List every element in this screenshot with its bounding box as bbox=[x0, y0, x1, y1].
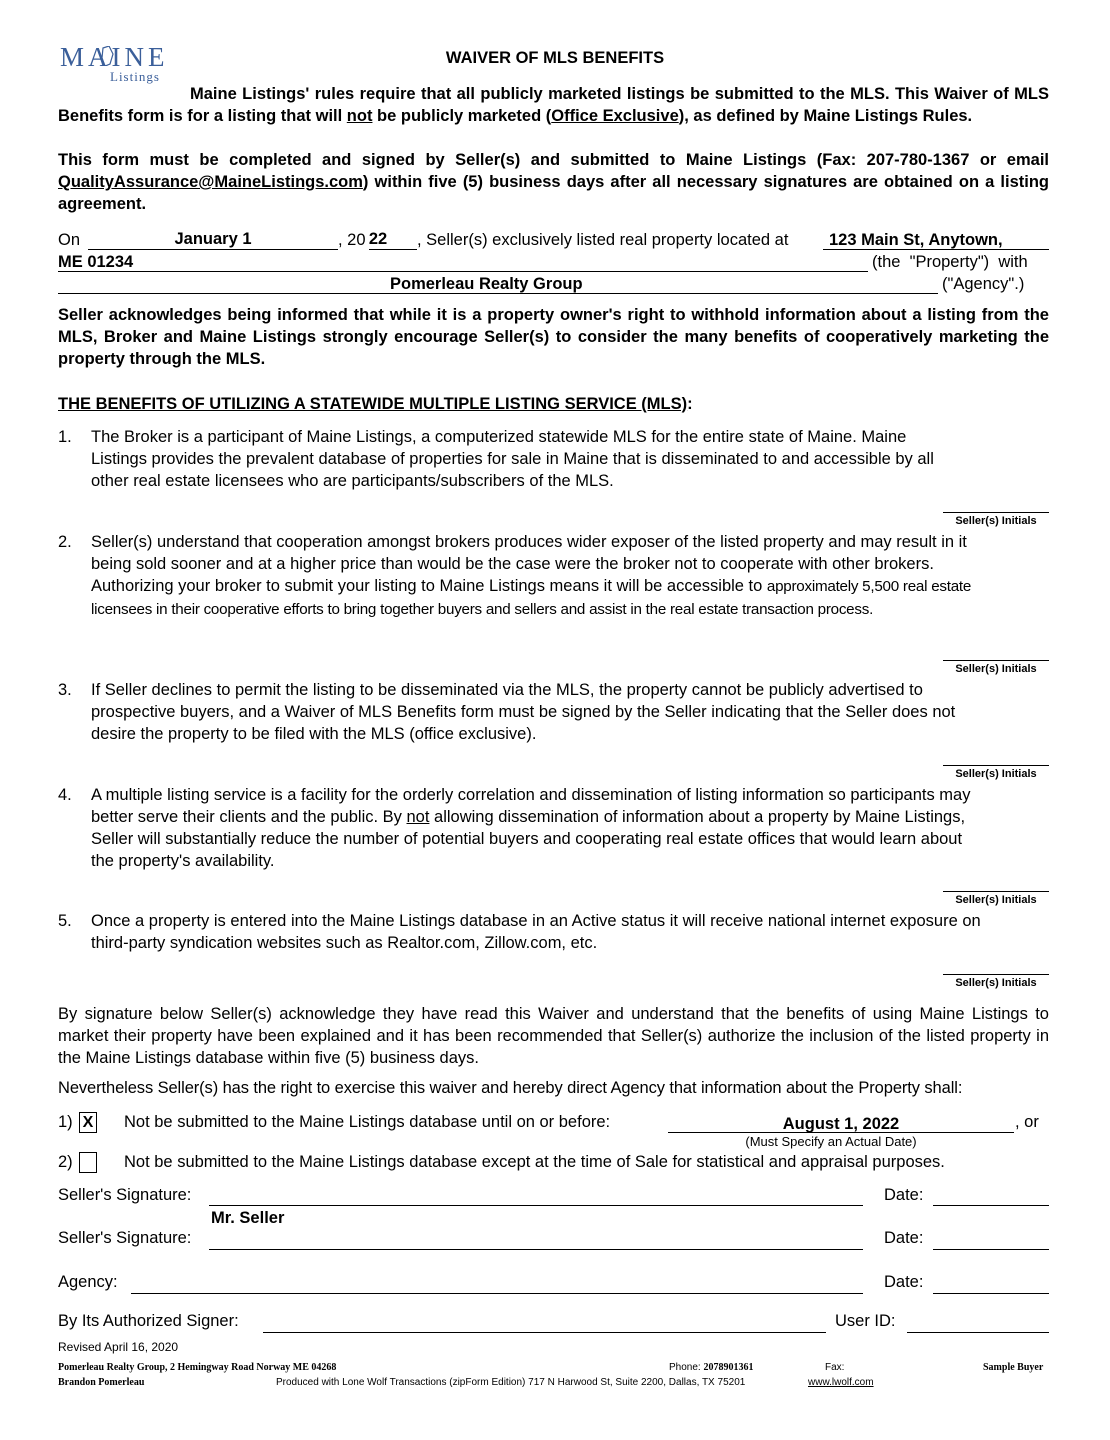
agency-signature-label: Agency: bbox=[58, 1273, 118, 1291]
footer-phone bbox=[669, 1362, 753, 1373]
user-id-label: User ID: bbox=[835, 1312, 896, 1330]
option-1-hint: (Must Specify an Actual Date) bbox=[745, 1134, 917, 1149]
benefit-number: 3. bbox=[58, 681, 72, 699]
benefit-number: 1. bbox=[58, 428, 72, 446]
option-1-text: Not be submitted to the Maine Listings database until on or before: bbox=[124, 1113, 611, 1131]
benefit-number: 2. bbox=[58, 533, 72, 551]
benefit-text-small: approximately 5,500 real estate licensees in their cooperative efforts to bring together buyers and sellers and assist in the real estate transaction process. bbox=[91, 578, 972, 618]
seller-initials-3[interactable]: Seller(s) Initials bbox=[943, 765, 1049, 780]
date-label-3: Date: bbox=[884, 1273, 924, 1291]
benefit-number: 4. bbox=[58, 786, 72, 804]
intro-text-c: ), as defined by Maine Listings Rules. bbox=[678, 107, 973, 125]
benefit-item-2 bbox=[58, 531, 1008, 621]
date-label-1: Date: bbox=[884, 1186, 924, 1204]
property-label: (the "Property") with bbox=[872, 253, 1028, 271]
on-label: On bbox=[58, 231, 81, 249]
date-line-2[interactable] bbox=[933, 1248, 1049, 1250]
year-prefix: , 20 bbox=[338, 231, 366, 249]
footer-phone-value: 2078901361 bbox=[703, 1362, 754, 1373]
acknowledge-paragraph: Seller acknowledges being informed that while it is a property owner's right to withhold information about a listing from the MLS, Broker and Maine Listings strongly encourage Seller(s) to consider the many benefits of cooperatively marketing the property through the MLS. bbox=[58, 306, 1049, 368]
agency-name: Pomerleau Realty Group bbox=[390, 275, 583, 293]
nevertheless-text: Nevertheless Seller(s) has the right to exercise this waiver and hereby direct Agency that information about the Property shall: bbox=[58, 1079, 963, 1097]
benefit-text: Once a property is entered into the Maine Listings database in an Active status it will receive national internet exposure on third-party syndication websites such as Realtor.com, Zillow.com, etc. bbox=[91, 912, 981, 952]
footer-agent: Brandon Pomerleau bbox=[58, 1377, 145, 1388]
option-2-number: 2) bbox=[58, 1153, 73, 1171]
footer-phone-label: Phone: bbox=[669, 1362, 701, 1373]
seller-initials-2[interactable]: Seller(s) Initials bbox=[943, 660, 1049, 675]
seller-signature-line-1[interactable] bbox=[209, 1204, 863, 1206]
agency-label: ("Agency".) bbox=[942, 275, 1025, 293]
intro-text-b: be publicly marketed ( bbox=[372, 107, 552, 125]
benefit-item-4 bbox=[58, 784, 973, 872]
option-1-date: August 1, 2022 bbox=[782, 1115, 900, 1133]
listing-date: January 1 bbox=[174, 230, 252, 248]
benefit-item-5 bbox=[58, 910, 983, 954]
intro-office-exclusive: Office Exclusive bbox=[551, 107, 679, 125]
seller-initials-1[interactable]: Seller(s) Initials bbox=[943, 512, 1049, 527]
benefit-text: The Broker is a participant of Maine Listings, a computerized statewide MLS for the entire state of Maine. Maine Listings provides the prevalent database of properties for sale in Maine that is disseminated to and accessible by all other real estate licensees who are participants/subscribers of the MLS. bbox=[91, 428, 934, 490]
intro-paragraph bbox=[58, 83, 1049, 127]
footer-doc-name: Sample Buyer bbox=[983, 1362, 1044, 1373]
benefit-text-main: Seller(s) understand that cooperation amongst brokers produces wider exposer of the listed property and may result in it being sold sooner and at a higher price than would be the case were the broker not to cooperate with other brokers. Authorizing your broker to submit your listing to Maine Listings means it will be accessible to bbox=[91, 533, 967, 595]
submit-paragraph bbox=[58, 149, 1049, 215]
signature-ack-paragraph: By signature below Seller(s) acknowledge they have read this Waiver and understand that the benefits of using Maine Listings to market their property have been explained and it has been recommended that Seller(s) authorize the inclusion of the listed property in the Maine Listings database within five (5) business days. bbox=[58, 1005, 1049, 1067]
seller-initials-5[interactable]: Seller(s) Initials bbox=[943, 974, 1049, 989]
authorized-signer-label: By Its Authorized Signer: bbox=[58, 1312, 239, 1330]
option-2-text: Not be submitted to the Maine Listings database except at the time of Sale for statistical and appraisal purposes. bbox=[124, 1153, 945, 1171]
date-line-3[interactable] bbox=[933, 1292, 1049, 1294]
address-line1: 123 Main St, Anytown, bbox=[829, 231, 1003, 249]
option-1-suffix: , or bbox=[1015, 1113, 1039, 1131]
benefit-text bbox=[91, 531, 1008, 621]
listing-year: 22 bbox=[368, 230, 388, 248]
user-id-line[interactable] bbox=[907, 1331, 1049, 1333]
benefit-item-3 bbox=[58, 679, 1003, 745]
benefit-text: If Seller declines to permit the listing to be disseminated via the MLS, the property cannot be publicly advertised to prospective buyers, and a Waiver of MLS Benefits form must be signed by the Seller indicating that the Seller does not desire the property to be filed with the MLS (office exclusive). bbox=[91, 681, 956, 743]
seller-signature-label-1: Seller's Signature: bbox=[58, 1186, 192, 1204]
seller-signature-line-2[interactable] bbox=[209, 1248, 863, 1250]
date-label-2: Date: bbox=[884, 1229, 924, 1247]
seller-initials-4[interactable]: Seller(s) Initials bbox=[943, 891, 1049, 906]
address-line2: ME 01234 bbox=[58, 253, 134, 271]
intro-not: not bbox=[346, 107, 373, 125]
benefits-heading-text: THE BENEFITS OF UTILIZING A STATEWIDE MULTIPLE LISTING SERVICE (MLS) bbox=[58, 395, 688, 413]
benefit-text-a: A multiple listing service is a facility for the orderly correlation and dissemination of listing information so participants may better serve their clients and the public. By bbox=[91, 786, 971, 826]
benefit-text-b: allowing dissemination of information about a property by Maine Listings, Seller will substantially reduce the number of potential buyers and cooperating real estate offices that would learn about the property's availability. bbox=[91, 808, 966, 870]
submit-email: QualityAssurance@MaineListings.com bbox=[58, 173, 363, 191]
agency-signature-line[interactable] bbox=[131, 1292, 863, 1294]
benefit-item-1 bbox=[58, 426, 958, 492]
benefits-heading-colon: : bbox=[687, 395, 693, 413]
option-1-checkbox[interactable]: X bbox=[79, 1112, 97, 1133]
footer-website[interactable]: www.lwolf.com bbox=[808, 1377, 874, 1388]
footer-produced: Produced with Lone Wolf Transactions (zipForm Edition) 717 N Harwood St, Suite 2200, Dallas, TX 75201 bbox=[276, 1377, 746, 1388]
benefits-heading bbox=[58, 393, 693, 415]
authorized-signer-line[interactable] bbox=[263, 1331, 826, 1333]
revised-date: Revised April 16, 2020 bbox=[58, 1340, 179, 1354]
intro-text-a: Maine Listings' rules require that all publicly marketed listings be submitted to the MLS. This Waiver of MLS Benefits form is for a listing that will bbox=[58, 85, 1049, 125]
benefit-not: not bbox=[406, 808, 430, 826]
address-line2-line bbox=[58, 251, 868, 272]
footer-company: Pomerleau Realty Group, 2 Hemingway Road Norway ME 04268 bbox=[58, 1362, 337, 1373]
logo-word: MAINE bbox=[60, 42, 169, 72]
logo-sub: Listings bbox=[110, 69, 160, 84]
option-2-checkbox[interactable] bbox=[79, 1152, 97, 1173]
footer-fax: Fax: bbox=[825, 1362, 845, 1373]
page-title: WAIVER OF MLS BENEFITS bbox=[445, 49, 665, 67]
submit-text-a: This form must be completed and signed by Seller(s) and submitted to Maine Listings (Fax: 207-780-1367 or email bbox=[58, 151, 1049, 169]
submit-text-b: ) within five (5) business days after all necessary signatures are obtained on a listing agreement. bbox=[58, 173, 1049, 213]
benefit-number: 5. bbox=[58, 912, 72, 930]
option-1-number: 1) bbox=[58, 1113, 73, 1131]
listing-mid-text: , Seller(s) exclusively listed real property located at bbox=[417, 231, 789, 249]
seller-name: Mr. Seller bbox=[211, 1209, 285, 1227]
date-line-1[interactable] bbox=[933, 1204, 1049, 1206]
benefit-text bbox=[91, 784, 973, 872]
seller-signature-label-2: Seller's Signature: bbox=[58, 1229, 192, 1247]
